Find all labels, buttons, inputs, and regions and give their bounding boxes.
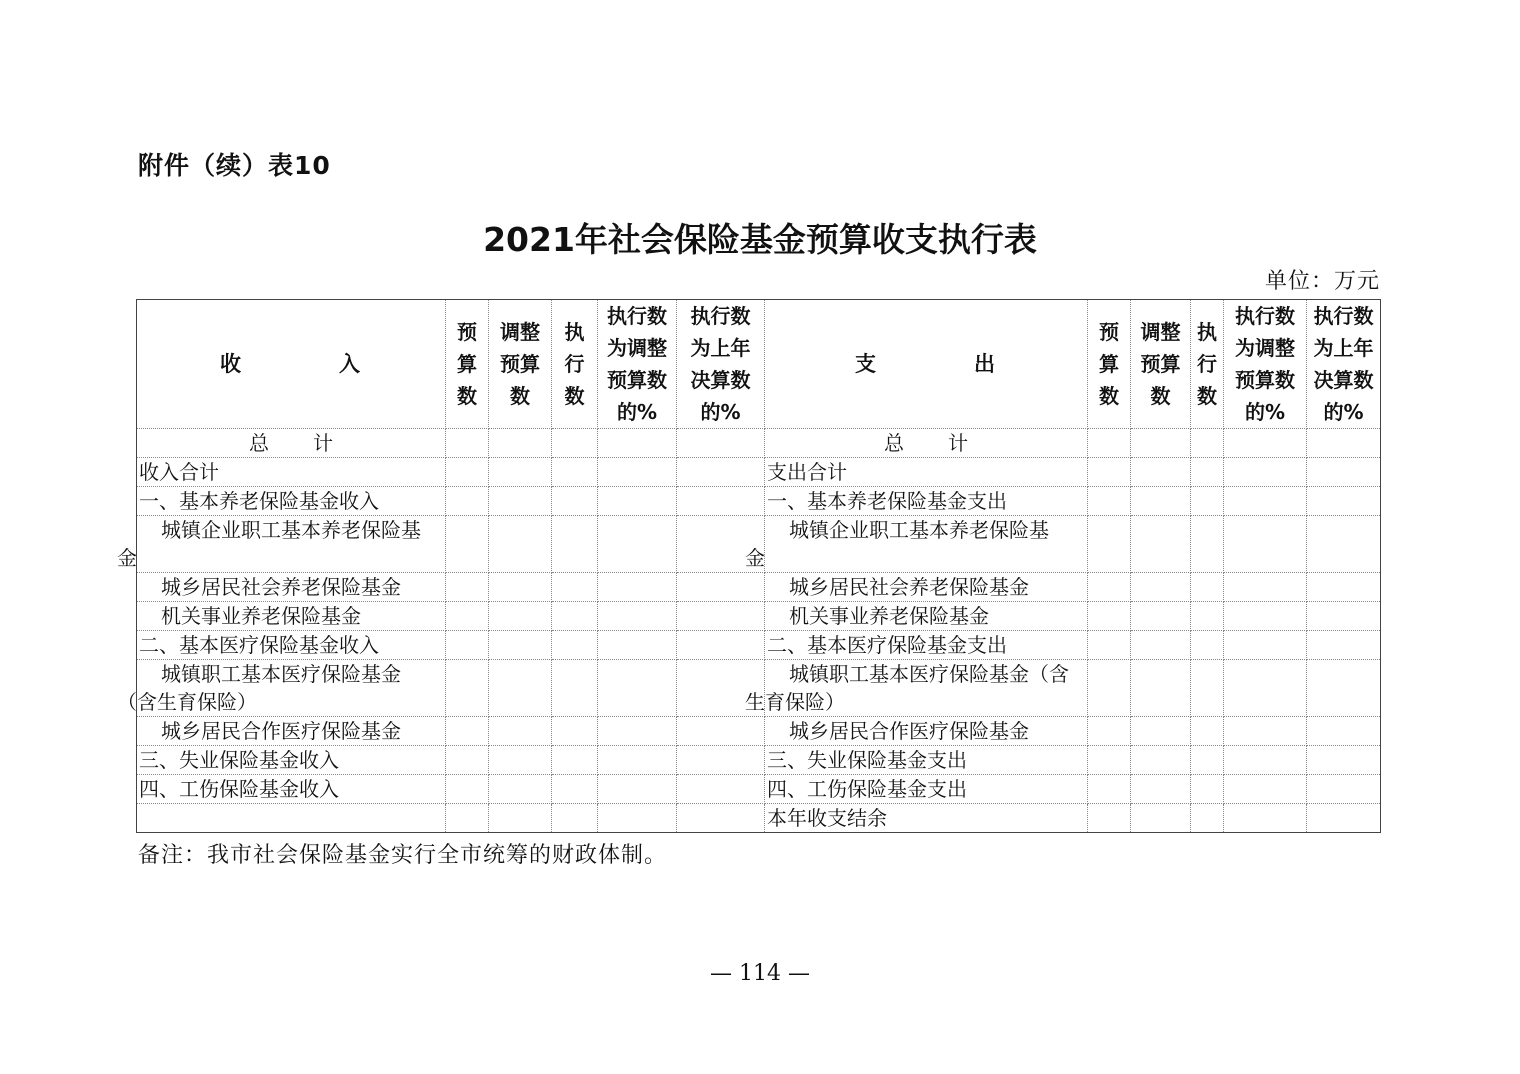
col-budget-header-right: 预 算 数: [1088, 300, 1131, 429]
table-row: [137, 573, 1381, 602]
expense-label: 本年收支结余: [765, 804, 1088, 833]
table-header-row: [137, 300, 1381, 429]
table-row: [137, 516, 1381, 573]
table-row: [137, 804, 1381, 833]
total-left: 总 计: [137, 429, 446, 458]
income-label: 二、基本医疗保险基金收入: [137, 631, 446, 660]
income-label: 三、失业保险基金收入: [137, 746, 446, 775]
total-right: 总 计: [765, 429, 1088, 458]
col-budget-header: 预 算 数: [446, 300, 489, 429]
income-label: 城镇企业职工基本养老保险基 金: [137, 516, 446, 573]
expense-label: 城镇职工基本医疗保险基金（含 生育保险）: [765, 660, 1088, 717]
income-label: 机关事业养老保险基金: [137, 602, 446, 631]
expense-label: 城镇企业职工基本养老保险基 金: [765, 516, 1088, 573]
income-header: 收 入: [137, 300, 446, 429]
expense-label: 三、失业保险基金支出: [765, 746, 1088, 775]
income-label: 收入合计: [137, 458, 446, 487]
expense-label: 机关事业养老保险基金: [765, 602, 1088, 631]
expense-label: 二、基本医疗保险基金支出: [765, 631, 1088, 660]
expense-label: 一、基本养老保险基金支出: [765, 487, 1088, 516]
income-label: [137, 804, 446, 833]
table-row: [137, 602, 1381, 631]
col-exec-header-right: 执 行 数: [1191, 300, 1224, 429]
footnote: 备注：我市社会保险基金实行全市统筹的财政体制。: [138, 843, 668, 868]
expense-label: 城乡居民社会养老保险基金: [765, 573, 1088, 602]
page-title: 2021年社会保险基金预算收支执行表: [483, 220, 1037, 259]
col-pct-adjusted-header-right: 执行数 为调整 预算数 的%: [1224, 300, 1307, 429]
col-adjusted-header: 调整 预算 数: [489, 300, 552, 429]
expense-label: 四、工伤保险基金支出: [765, 775, 1088, 804]
income-label: 城乡居民合作医疗保险基金: [137, 717, 446, 746]
income-label: 城乡居民社会养老保险基金: [137, 573, 446, 602]
table-row: [137, 487, 1381, 516]
budget-table: [117, 299, 1381, 833]
table-row: [137, 631, 1381, 660]
expense-label: 支出合计: [765, 458, 1088, 487]
table-row: [137, 775, 1381, 804]
col-adjusted-header-right: 调整 预算 数: [1131, 300, 1191, 429]
table-row: [137, 746, 1381, 775]
col-exec-header: 执 行 数: [552, 300, 598, 429]
col-pct-lastyear-header-right: 执行数 为上年 决算数 的%: [1307, 300, 1381, 429]
page-number: — 114 —: [710, 961, 810, 986]
col-pct-adjusted-header: 执行数 为调整 预算数 的%: [598, 300, 677, 429]
table-row: [137, 458, 1381, 487]
income-label: 四、工伤保险基金收入: [137, 775, 446, 804]
col-pct-lastyear-header: 执行数 为上年 决算数 的%: [677, 300, 765, 429]
income-label: 一、基本养老保险基金收入: [137, 487, 446, 516]
income-label: 城镇职工基本医疗保险基金 （含生育保险）: [137, 660, 446, 717]
expense-header: 支 出: [765, 300, 1088, 429]
expense-label: 城乡居民合作医疗保险基金: [765, 717, 1088, 746]
table-row: [137, 660, 1381, 717]
unit-label: 单位：万元: [1264, 269, 1380, 294]
table-row: [137, 717, 1381, 746]
attachment-label: 附件（续）表10: [138, 151, 331, 180]
table-row-total: [137, 429, 1381, 458]
